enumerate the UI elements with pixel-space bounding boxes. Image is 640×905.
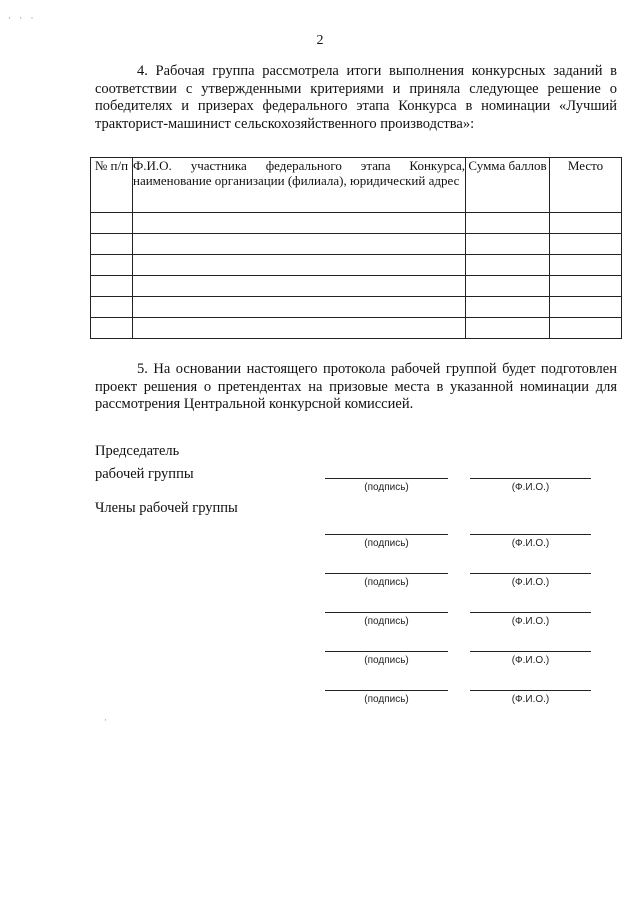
signature-caption: (подпись) (364, 655, 409, 666)
signature-caption: (подпись) (364, 482, 409, 493)
table-cell (466, 213, 550, 234)
page-number: 2 (316, 33, 324, 48)
table-cell (91, 213, 133, 234)
table-cell (133, 276, 466, 297)
signature-row-member-3 (0, 612, 640, 632)
table-cell (91, 255, 133, 276)
paragraph-5: 5. На основании настоящего протокола рабочей группой будет подготовлен проект решения о претендентах на призовые места в указанной номинации для рассмотрения Центральной конкурсной комиссией. (95, 361, 617, 412)
table-row (91, 234, 622, 255)
stray-mark: · (104, 715, 107, 725)
fio-line (470, 612, 591, 613)
fio-caption: (Ф.И.О.) (511, 655, 550, 666)
signature-line (325, 690, 448, 691)
table-cell (550, 297, 622, 318)
fio-caption: (Ф.И.О.) (511, 694, 550, 705)
signature-row-member-4 (0, 651, 640, 671)
fio-line (470, 690, 591, 691)
signature-row-member-2 (0, 573, 640, 593)
header-score: Сумма баллов (466, 158, 550, 213)
members-label: Члены рабочей группы (95, 500, 238, 516)
table-cell (91, 297, 133, 318)
table-cell (550, 213, 622, 234)
scan-marks: · · · (8, 13, 37, 23)
table-cell (91, 234, 133, 255)
table-row (91, 318, 622, 339)
table-row (91, 213, 622, 234)
signature-line (325, 612, 448, 613)
table-cell (133, 213, 466, 234)
table-cell (466, 318, 550, 339)
table-cell (550, 234, 622, 255)
table-cell (550, 318, 622, 339)
paragraph-4: 4. Рабочая группа рассмотрела итоги выполнения конкурсных заданий в соответствии с утвержденными критериями и приняла следующее решение о победителях и призерах федерального этапа Конкурса в номинации «Лучший тракторист-машинист сельскохозяйственного производства»: (95, 63, 617, 132)
chair-label-line1: Председатель (95, 443, 180, 459)
table-cell (133, 234, 466, 255)
signature-caption: (подпись) (364, 538, 409, 549)
table-cell (133, 255, 466, 276)
signature-caption: (подпись) (364, 694, 409, 705)
signature-caption: (подпись) (364, 616, 409, 627)
results-table (90, 157, 622, 339)
table-row (91, 276, 622, 297)
fio-caption: (Ф.И.О.) (511, 616, 550, 627)
table-cell (550, 276, 622, 297)
table-row (91, 297, 622, 318)
signature-line (325, 573, 448, 574)
table-cell (133, 318, 466, 339)
table-cell (466, 297, 550, 318)
signature-row-member-5 (0, 690, 640, 710)
chair-label-line2: рабочей группы (95, 466, 194, 482)
signature-row-chair (0, 478, 640, 498)
table-row (91, 255, 622, 276)
fio-line (470, 573, 591, 574)
header-number: № п/п (91, 158, 133, 213)
header-participant: Ф.И.О. участника федерального этапа Конкурса, наименование организации (филиала), юридический адрес (133, 158, 466, 213)
table-header-row (91, 158, 622, 213)
signature-line (325, 534, 448, 535)
table-cell (466, 234, 550, 255)
fio-caption: (Ф.И.О.) (511, 538, 550, 549)
table-cell (550, 255, 622, 276)
signature-row-member-1 (0, 534, 640, 554)
table-cell (91, 318, 133, 339)
signature-line (325, 651, 448, 652)
table-cell (466, 276, 550, 297)
table-cell (133, 297, 466, 318)
fio-caption: (Ф.И.О.) (511, 577, 550, 588)
fio-caption: (Ф.И.О.) (511, 482, 550, 493)
header-place: Место (550, 158, 622, 213)
signature-line (325, 478, 448, 479)
fio-line (470, 478, 591, 479)
table-cell (466, 255, 550, 276)
table-cell (91, 276, 133, 297)
signature-caption: (подпись) (364, 577, 409, 588)
fio-line (470, 534, 591, 535)
fio-line (470, 651, 591, 652)
